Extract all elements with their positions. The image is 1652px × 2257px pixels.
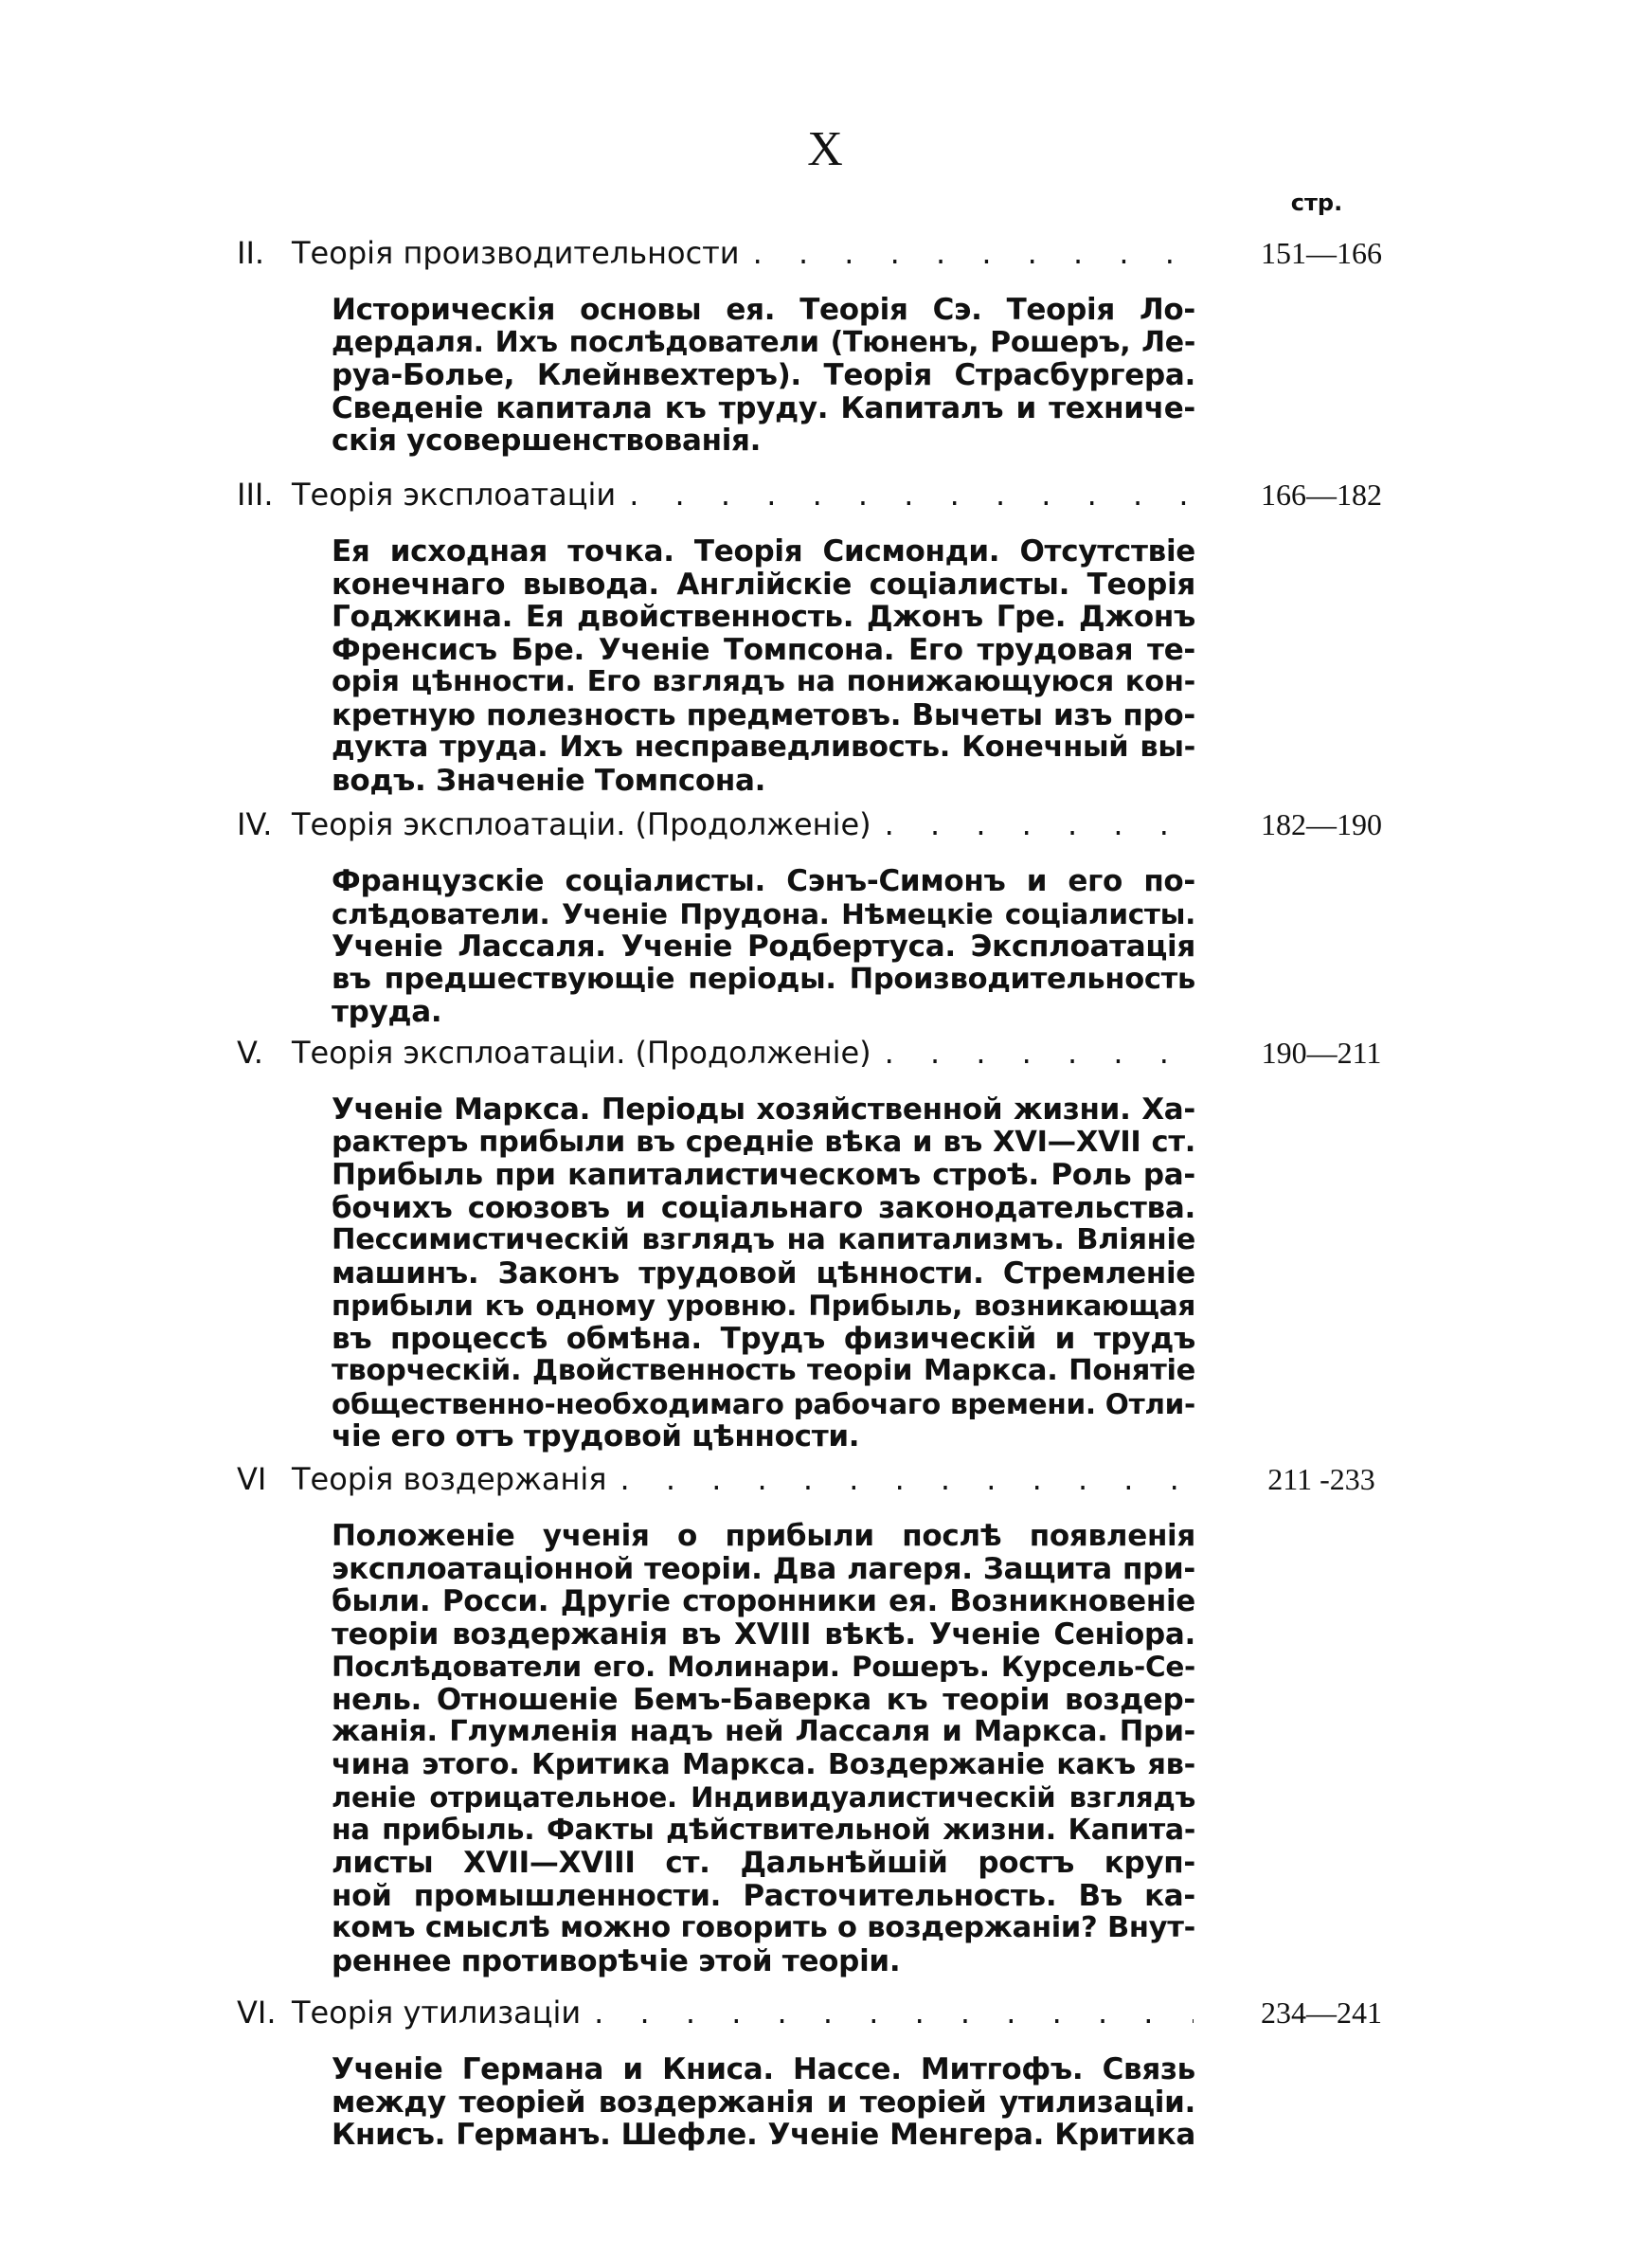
chapter-numeral: IV. [237,806,273,842]
dot-leader [616,473,1194,516]
page-range: 234—241 [1261,1995,1382,2030]
summary-line: Ученіе Германа и Книса. Нассе. Митгофъ. Связь [332,2052,1195,2086]
dot-leader [740,231,1194,275]
toc-entry [237,1991,1383,2152]
summary-line: руа-Болье, Клейнвехтеръ). Теорія Страсбургера. [332,358,1195,392]
page-range: 182—190 [1261,807,1382,841]
summary-line: Годжкина. Ея двойственность. Джонъ Гре. Джонъ [332,600,1195,634]
toc-entry-heading [237,1031,1383,1074]
page-range: 166—182 [1261,478,1382,512]
summary-line: жанія. Глумленія надъ ней Лассаля и Маркса. При- [332,1715,1195,1748]
chapter-summary [332,865,1195,1029]
summary-line: эксплоатаціонной теоріи. Два лагеря. Защита при- [332,1551,1195,1586]
summary-line: чіе его отъ трудовой цѣнности. [332,1419,860,1454]
chapter-summary [332,1093,1195,1454]
toc-entry-heading [237,473,1383,516]
toc-entry [237,231,1383,458]
summary-line: Френсисъ Бре. Ученіе Томпсона. Его трудовая те- [332,632,1195,667]
page-range: 190—211 [1261,1036,1382,1070]
page-range: 211 -233 [1267,1462,1375,1496]
summary-line: ной промышленности. Расточительность. Въ ка- [332,1878,1195,1913]
dot-leader [581,1991,1194,2034]
chapter-title: Теорія эксплоатаціи. (Продолженіе) [292,806,871,842]
summary-line: Историческія основы ея. Теорія Сэ. Теорія Ло- [332,293,1195,327]
toc-entry [237,1031,1383,1454]
summary-line: водъ. Значеніе Томпсона. [332,763,766,798]
chapter-numeral: V. [237,1035,263,1071]
summary-line: дердаля. Ихъ послѣдователи (Тюненъ, Рошеръ, Ле- [332,325,1195,359]
chapter-summary [332,535,1195,797]
chapter-numeral: VI. [237,1995,277,2031]
pages-column-label: стр. [1290,190,1343,216]
summary-line: въ процессѣ обмѣна. Трудъ физическій и трудъ [332,1321,1195,1356]
summary-line: въ предшествующіе періоды. Производительность [332,962,1195,996]
chapter-summary [332,2053,1195,2152]
summary-line: труда. [332,995,442,1029]
chapter-numeral: III. [237,477,274,513]
chapter-title: Теорія эксплоатаціи [292,477,617,513]
summary-line: творческій. Двойственность теоріи Маркса. Понятіе [332,1354,1195,1387]
summary-line: чина этого. Критика Маркса. Воздержаніе какъ яв- [332,1747,1195,1781]
toc-entry [237,1457,1383,1977]
chapter-title: Теорія производительности [292,235,740,271]
summary-line: комъ смыслѣ можно говорить о воздержаніи? Внут- [332,1911,1195,1944]
summary-line: бочихъ союзовъ и соціальнаго законодательства. [332,1190,1195,1225]
summary-line: рактеръ прибыли въ средніе вѣка и въ XVI—XVII ст. [332,1125,1195,1159]
summary-line: Книсъ. Германъ. Шефле. Ученіе Менгера. Критика [332,2118,1195,2152]
chapter-summary [332,294,1195,458]
toc-entry-heading [237,1457,1383,1501]
toc-entry-heading [237,1991,1383,2034]
chapter-numeral: VI [237,1461,267,1497]
summary-line: Пессимистическій взглядъ на капитализмъ. Вліяніе [332,1223,1195,1256]
summary-line: нель. Отношеніе Бемъ-Баверка къ теоріи воздер- [332,1682,1195,1717]
summary-line: дукта труда. Ихъ несправедливость. Конечный вы- [332,731,1195,764]
summary-line: листы XVII—XVIII ст. Дальнѣйшій ростъ круп- [332,1846,1195,1880]
chapter-numeral: II. [237,235,265,271]
summary-line: Послѣдователи его. Молинари. Рошеръ. Курсель-Се- [332,1651,1195,1683]
summary-line: Прибыль при капиталистическомъ строѣ. Роль ра- [332,1158,1195,1192]
dot-leader [871,1031,1194,1074]
dot-leader [871,803,1194,846]
chapter-title: Теорія утилизаціи [292,1995,582,2031]
summary-line: прибыли къ одному уровню. Прибыль, возникающая [332,1290,1195,1322]
summary-line: между теоріей воздержанія и теоріей утилизаціи. [332,2085,1195,2120]
toc-entry [237,803,1383,1029]
summary-line: конечнаго вывода. Англійскіе соціалисты. Теорія [332,567,1195,602]
summary-line: Ученіе Лассаля. Ученіе Родбертуса. Эксплоатація [332,930,1195,964]
chapter-summary [332,1520,1195,1977]
summary-line: Ея исходная точка. Теорія Сисмонди. Отсутствіе [332,534,1195,569]
summary-line: были. Росси. Другіе сторонники ея. Возникновеніе [332,1584,1195,1618]
summary-line: Ученіе Маркса. Періоды хозяйственной жизни. Ха- [332,1092,1195,1127]
summary-line: теоріи воздержанія въ XVIII вѣкѣ. Ученіе Сеніора. [332,1616,1195,1652]
summary-line: орія цѣнности. Его взглядъ на понижающуюся кон- [332,665,1195,698]
summary-line: скія усовершенствованія. [332,424,762,458]
summary-line: леніе отрицательное. Индивидуалистическій взглядъ [332,1781,1195,1814]
summary-line: общественно-необходимаго рабочаго времени. Отли- [332,1387,1195,1420]
summary-line: на прибыль. Факты дѣйствительной жизни. Капита- [332,1813,1195,1847]
summary-line: реннее противорѣчіе этой теоріи. [332,1943,901,1978]
summary-line: машинъ. Законъ трудовой цѣнности. Стремленіе [332,1255,1195,1291]
summary-line: Сведеніе капитала къ труду. Капиталъ и техниче- [332,390,1195,425]
toc-entry-heading [237,231,1383,275]
chapter-title: Теорія эксплоатаціи. (Продолженіе) [292,1035,871,1071]
toc-entry [237,473,1383,797]
chapter-title: Теорія воздержанія [292,1461,607,1497]
summary-line: Положеніе ученія о прибыли послѣ появленія [332,1519,1195,1553]
page-number: X [807,122,845,176]
summary-line: Французскіе соціалисты. Сэнъ-Симонъ и его по- [332,864,1195,898]
summary-line: слѣдователи. Ученіе Прудона. Нѣмецкіе соціалисты. [332,897,1195,930]
toc-entry-heading [237,803,1383,846]
summary-line: кретную полезность предметовъ. Вычеты изъ про- [332,697,1195,732]
dot-leader [607,1457,1194,1501]
page-range: 151—166 [1261,236,1382,270]
